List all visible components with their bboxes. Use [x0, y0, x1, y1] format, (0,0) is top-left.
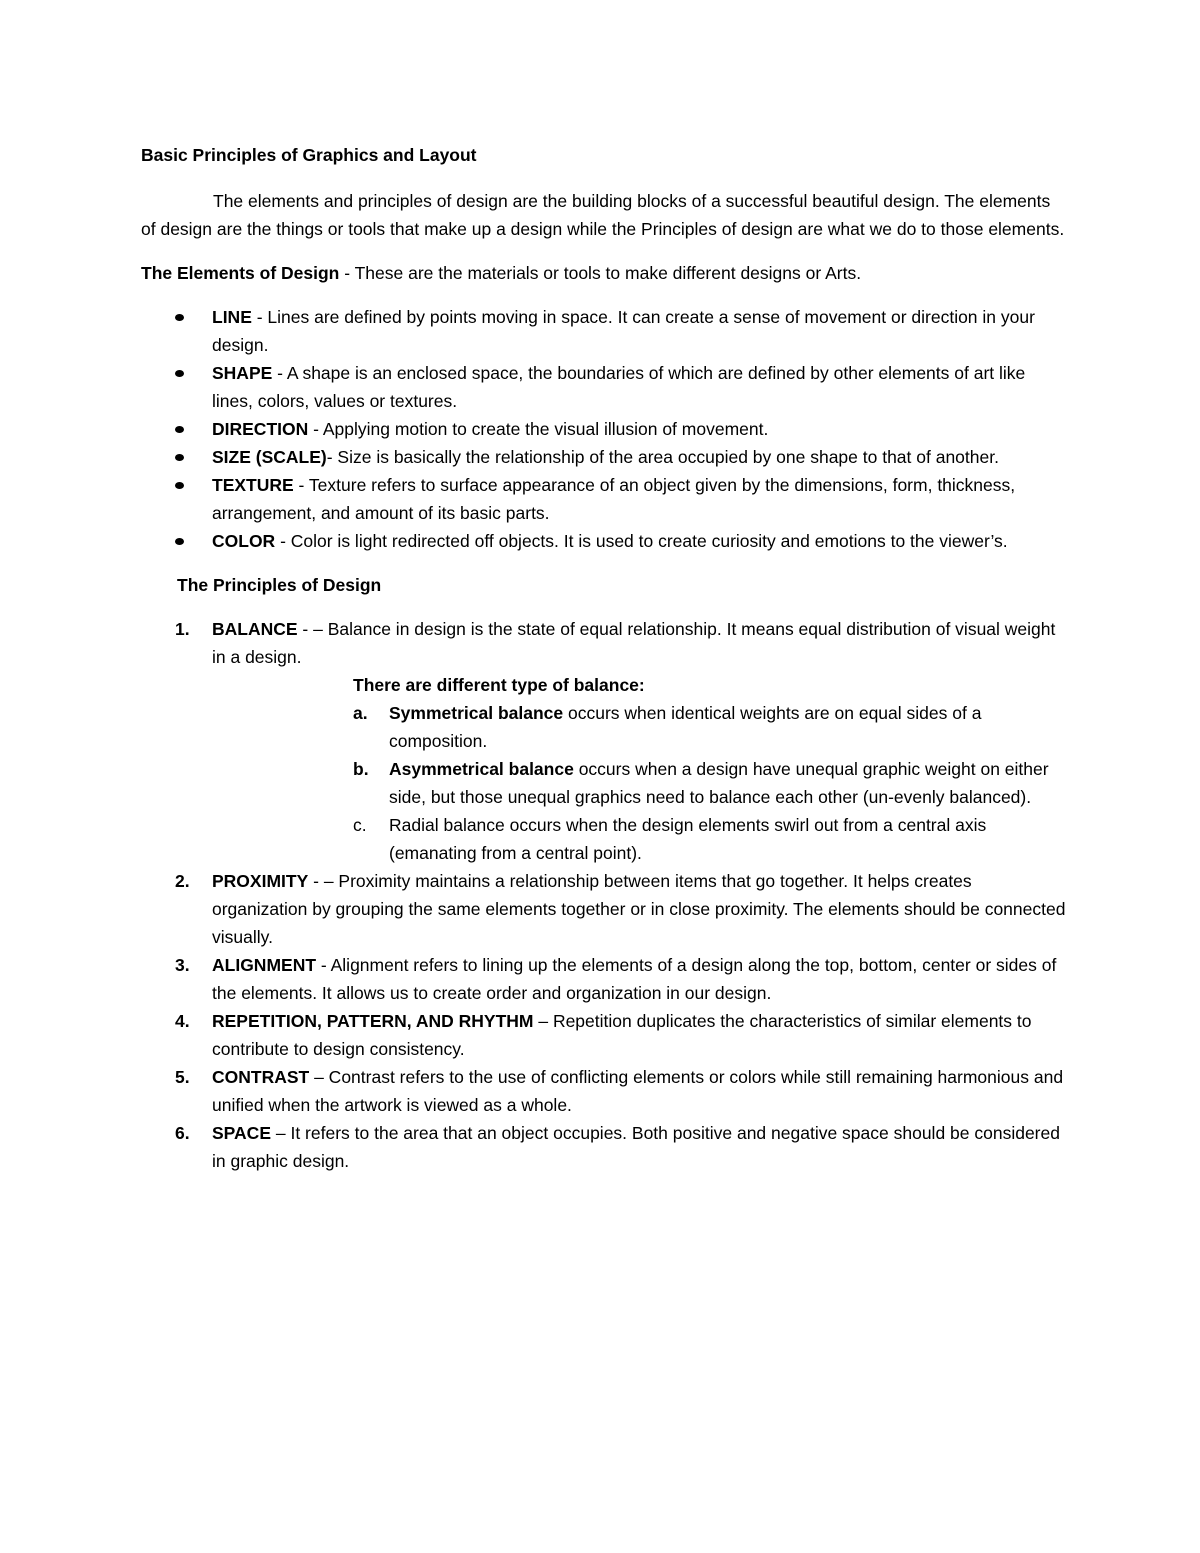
balance-types-list [212, 699, 1066, 867]
element-term: SHAPE [212, 363, 273, 383]
list-item [141, 415, 1066, 443]
item-letter: b. [353, 759, 369, 779]
list-item [141, 443, 1066, 471]
balance-description: occurs when a design have unequal graphic weight on either side, but those unequal graphics need to balance each other (un-evenly balanced). [389, 759, 1049, 807]
elements-heading [141, 259, 1066, 287]
list-item [212, 755, 1066, 811]
list-item [141, 1063, 1066, 1119]
item-number: 6. [175, 1123, 190, 1143]
bullet-icon [175, 454, 184, 461]
element-description: - Size is basically the relationship of the area occupied by one shape to that of another. [326, 447, 999, 467]
balance-description: occurs when identical weights are on equal sides of a composition. [389, 703, 982, 751]
element-description: - A shape is an enclosed space, the boundaries of which are defined by other elements of art like lines, colors, values or textures. [212, 363, 1026, 411]
element-description: - Applying motion to create the visual illusion of movement. [308, 419, 769, 439]
principles-heading: The Principles of Design [177, 575, 382, 595]
element-term: SIZE (SCALE) [212, 447, 327, 467]
list-item [212, 699, 1066, 755]
principle-description: - Alignment refers to lining up the elements of a design along the top, bottom, center or sides of the elements. It allows us to create order and organization in our design. [212, 955, 1057, 1003]
list-item [141, 1119, 1066, 1175]
principle-term: REPETITION, PATTERN, AND RHYTHM [212, 1011, 534, 1031]
balance-types-heading: There are different type of balance: [353, 675, 645, 695]
bullet-icon [175, 538, 184, 545]
principle-term: ALIGNMENT [212, 955, 317, 975]
list-item [141, 951, 1066, 1007]
element-term: COLOR [212, 531, 276, 551]
list-item [141, 527, 1066, 555]
list-item [141, 1007, 1066, 1063]
balance-description: Radial balance occurs when the design elements swirl out from a central axis (emanating from a central point). [389, 815, 987, 863]
item-letter: c. [353, 815, 367, 835]
principle-term: BALANCE [212, 619, 298, 639]
list-item [141, 615, 1066, 867]
principle-description: - – Proximity maintains a relationship between items that go together. It helps creates organization by grouping the same elements together or in close proximity. The elements should be connected visually. [212, 871, 1066, 947]
list-item [141, 303, 1066, 359]
principle-term: PROXIMITY [212, 871, 309, 891]
elements-heading-description: - These are the materials or tools to make different designs or Arts. [339, 263, 862, 283]
item-number: 3. [175, 955, 190, 975]
bullet-icon [175, 482, 184, 489]
element-term: TEXTURE [212, 475, 294, 495]
document-title: Basic Principles of Graphics and Layout [141, 145, 477, 165]
elements-heading-label: The Elements of Design [141, 263, 340, 283]
item-number: 4. [175, 1011, 190, 1031]
balance-term: Symmetrical balance [389, 703, 564, 723]
balance-term: Asymmetrical balance [389, 759, 574, 779]
list-item [141, 867, 1066, 951]
principle-term: SPACE [212, 1123, 271, 1143]
principles-list [141, 615, 1066, 1175]
element-term: DIRECTION [212, 419, 309, 439]
list-item [141, 359, 1066, 415]
element-description: - Color is light redirected off objects. It is used to create curiosity and emotions to the viewer’s. [275, 531, 1008, 551]
bullet-icon [175, 314, 184, 321]
element-description: - Texture refers to surface appearance of an object given by the dimensions, form, thickness, arrangement, and amount of its basic parts. [212, 475, 1016, 523]
item-letter: a. [353, 703, 368, 723]
bullet-icon [175, 370, 184, 377]
principle-description: – Repetition duplicates the characteristics of similar elements to contribute to design consistency. [212, 1011, 1032, 1059]
bullet-icon [175, 426, 184, 433]
principle-description: - – Balance in design is the state of equal relationship. It means equal distribution of visual weight in a design. [212, 619, 1056, 667]
principle-term: CONTRAST [212, 1067, 310, 1087]
intro-paragraph: The elements and principles of design are the building blocks of a successful beautiful design. The elements of design are the things or tools that make up a design while the Principles of design are what we do to those elements. [141, 191, 1065, 239]
item-number: 5. [175, 1067, 190, 1087]
list-item [212, 811, 1066, 867]
principle-description: – Contrast refers to the use of conflicting elements or colors while still remaining harmonious and unified when the artwork is viewed as a whole. [212, 1067, 1064, 1115]
item-number: 2. [175, 871, 190, 891]
item-number: 1. [175, 619, 190, 639]
list-item [141, 471, 1066, 527]
elements-list [141, 303, 1066, 555]
principle-description: – It refers to the area that an object occupies. Both positive and negative space should be considered in graphic design. [212, 1123, 1060, 1171]
element-description: - Lines are defined by points moving in space. It can create a sense of movement or direction in your design. [212, 307, 1035, 355]
element-term: LINE [212, 307, 252, 327]
document-body [141, 141, 1066, 1175]
